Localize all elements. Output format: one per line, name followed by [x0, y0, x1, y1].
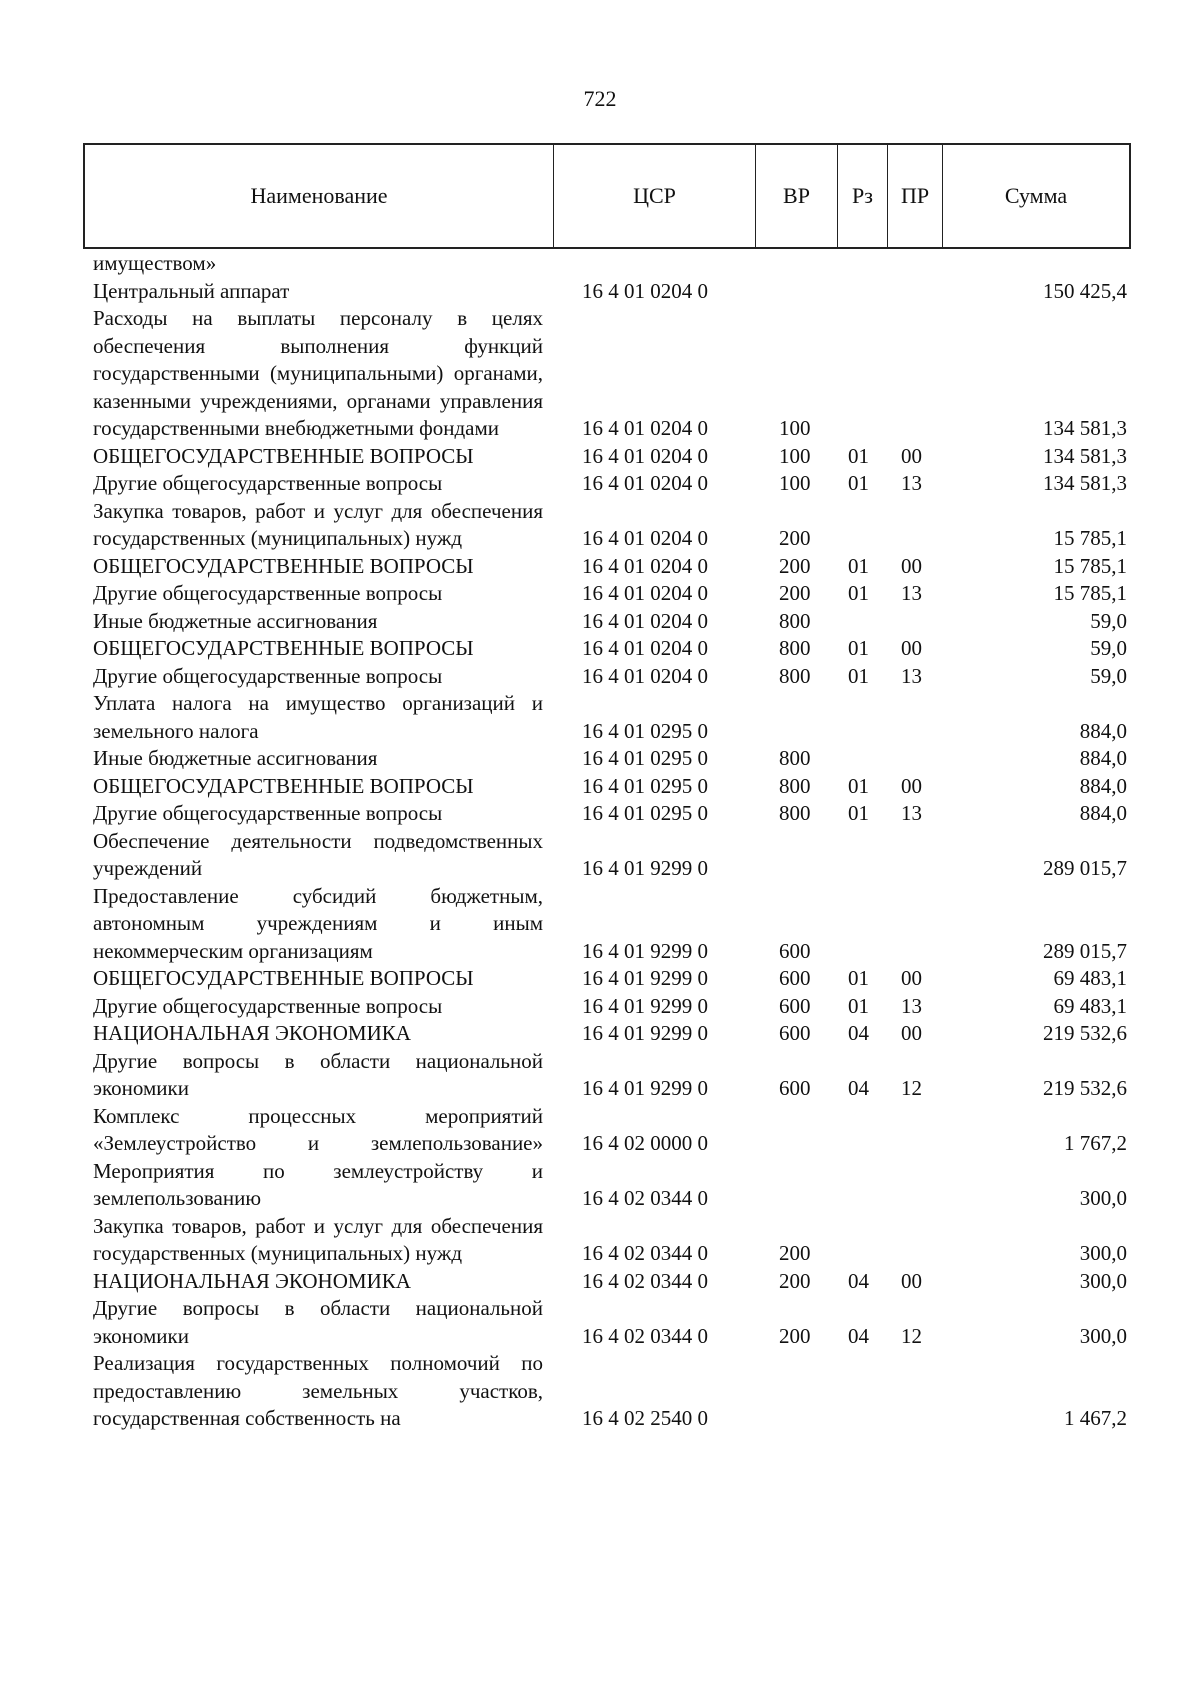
row-pr: 00	[901, 773, 922, 798]
row-csr: 16 4 01 0204 0	[582, 443, 708, 468]
header-name: Наименование	[85, 145, 554, 247]
row-csr: 16 4 01 0204 0	[582, 663, 708, 688]
table-row	[0, 305, 1200, 443]
row-name: ОБЩЕГОСУДАРСТВЕННЫЕ ВОПРОСЫ	[93, 443, 474, 468]
row-sum: 884,0	[1079, 801, 1127, 825]
header-pr: ПР	[888, 145, 943, 247]
row-vr: 200	[779, 553, 811, 578]
row-pr: 00	[901, 636, 922, 660]
table-row	[0, 690, 1200, 745]
row-csr: 16 4 01 0295 0	[582, 773, 708, 798]
table-row	[0, 608, 1200, 636]
row-sum: 300,0	[1079, 1186, 1127, 1210]
row-csr: 16 4 01 0204 0	[582, 471, 708, 495]
row-name: Иные бюджетные ассигнования	[93, 608, 378, 633]
row-name: Другие общегосударственные вопросы	[93, 993, 443, 1018]
row-pr: 00	[901, 966, 922, 990]
row-pr: 12	[901, 1323, 922, 1348]
row-pr: 13	[901, 663, 922, 688]
row-vr: 100	[779, 471, 811, 495]
row-vr: 800	[779, 608, 811, 633]
row-rz: 01	[848, 663, 869, 688]
row-sum: 884,0	[1079, 746, 1127, 770]
row-csr: 16 4 01 0295 0	[582, 718, 708, 743]
row-sum: 289 015,7	[1043, 938, 1127, 963]
row-name: ОБЩЕГОСУДАРСТВЕННЫЕ ВОПРОСЫ	[93, 636, 474, 660]
row-vr: 200	[779, 1268, 811, 1293]
row-name: Предоставление субсидий бюджетным, автономным учреждениям и иным некоммерческим организациям	[93, 883, 543, 963]
table-row	[0, 1048, 1200, 1103]
row-csr: 16 4 02 0000 0	[582, 1131, 708, 1155]
row-csr: 16 4 01 9299 0	[582, 1076, 708, 1100]
row-csr: 16 4 01 0204 0	[582, 278, 708, 303]
row-name: Реализация государственных полномочий по предоставлению земельных участков, государственная собственность на	[93, 1351, 543, 1430]
row-name: Комплекс процессных мероприятий «Землеустройство и землепользование»	[93, 1103, 543, 1155]
row-vr: 600	[779, 966, 811, 990]
row-name: Другие общегосударственные вопросы	[93, 663, 443, 688]
row-vr: 600	[779, 1021, 811, 1045]
table-row	[0, 773, 1200, 801]
header-csr: ЦСР	[554, 145, 756, 247]
table-row	[0, 1103, 1200, 1158]
row-sum: 1 767,2	[1064, 1131, 1127, 1155]
row-name: Закупка товаров, работ и услуг для обеспечения государственных (муниципальных) нужд	[93, 498, 543, 550]
row-name: НАЦИОНАЛЬНАЯ ЭКОНОМИКА	[93, 1021, 411, 1045]
header-sum: Сумма	[1004, 183, 1068, 208]
table-row	[0, 553, 1200, 581]
row-sum: 69 483,1	[1053, 993, 1127, 1018]
row-csr: 16 4 01 0295 0	[582, 801, 708, 825]
row-vr: 800	[779, 773, 811, 798]
table-row	[0, 745, 1200, 773]
table-row	[0, 443, 1200, 471]
row-sum: 300,0	[1079, 1268, 1127, 1293]
row-sum: 134 581,3	[1043, 416, 1127, 440]
row-csr: 16 4 02 2540 0	[582, 1406, 708, 1430]
row-rz: 04	[848, 1323, 869, 1348]
table-header	[83, 143, 1131, 249]
header-rz: Рз	[838, 145, 888, 247]
row-rz: 01	[848, 581, 869, 605]
row-vr: 100	[779, 443, 811, 468]
table-row	[0, 663, 1200, 691]
table-row	[0, 1268, 1200, 1296]
table-row	[0, 828, 1200, 883]
row-pr: 00	[901, 553, 922, 578]
row-csr: 16 4 02 0344 0	[582, 1186, 708, 1210]
row-sum: 134 581,3	[1043, 443, 1127, 468]
table-row	[0, 1295, 1200, 1350]
row-rz: 04	[848, 1076, 869, 1100]
row-name: Другие общегосударственные вопросы	[93, 801, 443, 825]
table-row	[0, 635, 1200, 663]
table-row	[0, 993, 1200, 1021]
row-csr: 16 4 01 9299 0	[582, 856, 708, 880]
row-name: Закупка товаров, работ и услуг для обеспечения государственных (муниципальных) нужд	[93, 1213, 543, 1265]
row-vr: 200	[779, 581, 811, 605]
row-csr: 16 4 01 0204 0	[582, 581, 708, 605]
row-sum: 884,0	[1079, 718, 1127, 743]
row-pr: 12	[901, 1076, 922, 1100]
row-rz: 01	[848, 993, 869, 1018]
row-rz: 01	[848, 553, 869, 578]
table-row	[0, 883, 1200, 966]
row-name: Центральный аппарат	[93, 278, 290, 303]
row-pr: 00	[901, 1021, 922, 1045]
page-number: 722	[583, 86, 617, 111]
row-name: ОБЩЕГОСУДАРСТВЕННЫЕ ВОПРОСЫ	[93, 553, 474, 578]
row-csr: 16 4 02 0344 0	[582, 1323, 708, 1348]
row-sum: 15 785,1	[1053, 526, 1127, 550]
row-rz: 01	[848, 773, 869, 798]
row-rz: 04	[848, 1268, 869, 1293]
row-name: ОБЩЕГОСУДАРСТВЕННЫЕ ВОПРОСЫ	[93, 773, 474, 798]
row-sum: 219 532,6	[1043, 1021, 1127, 1045]
row-rz: 01	[848, 636, 869, 660]
row-rz: 04	[848, 1021, 869, 1045]
row-sum: 134 581,3	[1043, 471, 1127, 495]
table-row	[0, 250, 1200, 278]
row-csr: 16 4 01 0204 0	[582, 553, 708, 578]
row-csr: 16 4 01 0204 0	[582, 608, 708, 633]
table-row	[0, 1158, 1200, 1213]
row-csr: 16 4 01 9299 0	[582, 993, 708, 1018]
table-row	[0, 1350, 1200, 1433]
row-name: Мероприятия по землеустройству и землепользованию	[93, 1158, 543, 1210]
row-rz: 01	[848, 801, 869, 825]
row-name: Обеспечение деятельности подведомственных учреждений	[93, 828, 543, 880]
row-csr: 16 4 01 0295 0	[582, 746, 708, 770]
row-pr: 13	[901, 993, 922, 1018]
row-vr: 800	[779, 801, 811, 825]
row-rz: 01	[848, 966, 869, 990]
row-sum: 219 532,6	[1043, 1076, 1127, 1100]
row-vr: 800	[779, 663, 811, 688]
row-rz: 01	[848, 471, 869, 495]
row-pr: 00	[901, 443, 922, 468]
row-name: НАЦИОНАЛЬНАЯ ЭКОНОМИКА	[93, 1268, 411, 1293]
row-csr: 16 4 01 9299 0	[582, 938, 708, 963]
row-vr: 600	[779, 1076, 811, 1100]
row-sum: 300,0	[1079, 1241, 1127, 1265]
row-sum: 1 467,2	[1064, 1406, 1127, 1430]
table-row	[0, 498, 1200, 553]
row-name: ОБЩЕГОСУДАРСТВЕННЫЕ ВОПРОСЫ	[93, 966, 474, 990]
row-sum: 15 785,1	[1053, 553, 1127, 578]
row-sum: 289 015,7	[1043, 856, 1127, 880]
row-sum: 884,0	[1079, 773, 1127, 798]
row-pr: 13	[901, 581, 922, 605]
row-name: Расходы на выплаты персоналу в целях обеспечения выполнения функций государственными (муниципальными) органами, казенными учреждениями, органами управления государственными внебюджетными фондами	[93, 306, 543, 440]
row-name: Иные бюджетные ассигнования	[93, 746, 378, 770]
row-rz: 01	[848, 443, 869, 468]
row-name: имуществом»	[93, 251, 217, 275]
row-sum: 59,0	[1090, 608, 1127, 633]
row-vr: 800	[779, 746, 811, 770]
row-pr: 13	[901, 471, 922, 495]
row-vr: 100	[779, 416, 811, 440]
row-vr: 200	[779, 526, 811, 550]
row-csr: 16 4 01 0204 0	[582, 526, 708, 550]
table-row	[0, 800, 1200, 828]
row-vr: 800	[779, 636, 811, 660]
row-csr: 16 4 02 0344 0	[582, 1241, 708, 1265]
row-csr: 16 4 01 9299 0	[582, 1021, 708, 1045]
row-name: Другие вопросы в области национальной экономики	[93, 1296, 543, 1348]
table-row	[0, 965, 1200, 993]
header-vr: ВР	[756, 145, 838, 247]
row-pr: 13	[901, 801, 922, 825]
table-row	[0, 278, 1200, 306]
row-csr: 16 4 01 0204 0	[582, 416, 708, 440]
row-name: Уплата налога на имущество организаций и земельного налога	[93, 691, 543, 743]
row-csr: 16 4 02 0344 0	[582, 1268, 708, 1293]
row-sum: 69 483,1	[1053, 966, 1127, 990]
row-sum: 59,0	[1090, 636, 1127, 660]
table-body	[0, 250, 1200, 1433]
row-name: Другие общегосударственные вопросы	[93, 581, 443, 605]
row-pr: 00	[901, 1268, 922, 1293]
row-vr: 600	[779, 938, 811, 963]
row-name: Другие общегосударственные вопросы	[93, 471, 443, 495]
row-sum: 150 425,4	[1043, 278, 1127, 303]
row-csr: 16 4 01 9299 0	[582, 966, 708, 990]
row-vr: 200	[779, 1241, 811, 1265]
row-sum: 15 785,1	[1053, 581, 1127, 605]
row-vr: 200	[779, 1323, 811, 1348]
table-row	[0, 1020, 1200, 1048]
table-row	[0, 580, 1200, 608]
row-name: Другие вопросы в области национальной экономики	[93, 1048, 543, 1100]
row-sum: 300,0	[1079, 1323, 1127, 1348]
row-vr: 600	[779, 993, 811, 1018]
row-csr: 16 4 01 0204 0	[582, 636, 708, 660]
row-sum: 59,0	[1090, 663, 1127, 688]
table-row	[0, 1213, 1200, 1268]
table-row	[0, 470, 1200, 498]
